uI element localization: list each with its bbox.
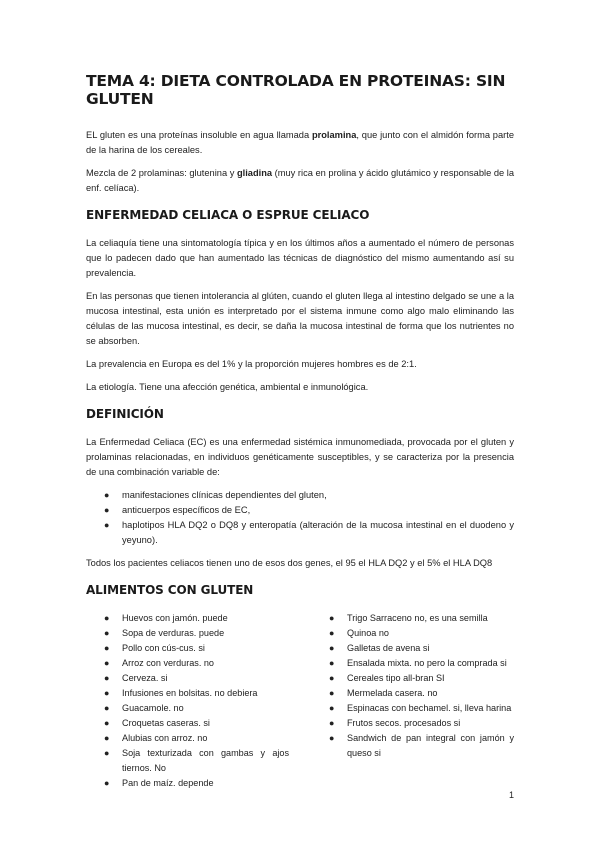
page-title: TEMA 4: DIETA CONTROLADA EN PROTEINAS: SIN GLUTEN bbox=[86, 72, 506, 108]
list-item: ● Soja texturizada con gambas y ajos tiernos. No bbox=[104, 748, 289, 773]
bullet-icon: ● bbox=[104, 643, 110, 653]
list-item: ● Guacamole. no bbox=[104, 701, 289, 716]
definicion-paragraph-1: La Enfermedad Celiaca (EC) es una enfermedad sistémica inmunomediada, provocada por el gluten y prolaminas relacionadas, en individuos genéticamente susceptibles, y se caracteriza por la presencia de una combinación variable de: bbox=[86, 437, 514, 477]
bullet-icon: ● bbox=[329, 688, 335, 698]
bullet-icon: ● bbox=[104, 628, 110, 638]
list-item: ● haplotipos HLA DQ2 o DQ8 y enteropatía (alteración de la mucosa intestinal en el duodeno y yeyuno). bbox=[104, 520, 514, 545]
bold-term-gliadina: gliadina bbox=[236, 168, 273, 178]
definicion-paragraph-2: Todos los pacientes celiacos tienen uno de esos dos genes, el 95 el HLA DQ2 y el 5% el HLA DQ8 bbox=[86, 558, 493, 568]
bullet-icon: ● bbox=[329, 643, 335, 653]
list-item: ● Cereales tipo all-bran SI bbox=[329, 671, 514, 686]
list-item: ● Huevos con jamón. puede bbox=[104, 611, 289, 626]
page-number: 1 bbox=[508, 790, 514, 800]
bullet-icon: ● bbox=[104, 778, 110, 788]
celiaca-paragraph-1: La celiaquía tiene una sintomatología típica y en los últimos años a aumentado el número de personas que lo padecen dado que han aumentado las técnicas de diagnóstico del mismo aumentando así su prevalencia. bbox=[86, 238, 514, 278]
list-item: ● Ensalada mixta. no pero la comprada si bbox=[329, 656, 514, 671]
bullet-icon: ● bbox=[104, 688, 110, 698]
bullet-icon: ● bbox=[329, 718, 335, 728]
list-item: ● anticuerpos específicos de EC, bbox=[104, 503, 514, 518]
intro-paragraph-2: Mezcla de 2 prolaminas: glutenina y gliadina (muy rica en prolina y ácido glutámico y responsable de la enf. celíaca). bbox=[86, 168, 514, 193]
list-item: ● Arroz con verduras. no bbox=[104, 656, 289, 671]
bullet-icon: ● bbox=[329, 613, 335, 623]
alimentos-left-list bbox=[86, 611, 289, 791]
celiaca-paragraph-3: La prevalencia en Europa es del 1% y la proporción mujeres hombres es de 2:1. bbox=[86, 359, 417, 369]
bullet-icon: ● bbox=[104, 703, 110, 713]
definicion-list bbox=[86, 488, 514, 548]
bullet-icon: ● bbox=[104, 673, 110, 683]
list-item: ● Espinacas con bechamel. si, lleva harina bbox=[329, 701, 514, 716]
list-item: ● Sandwich de pan integral con jamón y queso si bbox=[329, 733, 514, 758]
heading-definicion: DEFINICIÓN bbox=[86, 407, 164, 421]
list-item: ● Mermelada casera. no bbox=[329, 686, 514, 701]
bullet-icon: ● bbox=[104, 733, 110, 743]
bullet-icon: ● bbox=[104, 520, 110, 530]
bold-term-prolamina: prolamina bbox=[311, 130, 357, 140]
heading-alimentos: ALIMENTOS CON GLUTEN bbox=[86, 583, 254, 597]
bullet-icon: ● bbox=[104, 718, 110, 728]
bullet-icon: ● bbox=[104, 505, 110, 515]
bullet-icon: ● bbox=[329, 628, 335, 638]
bullet-icon: ● bbox=[329, 673, 335, 683]
list-item: ● Sopa de verduras. puede bbox=[104, 626, 289, 641]
list-item: ● Trigo Sarraceno no, es una semilla bbox=[329, 611, 514, 626]
bullet-icon: ● bbox=[104, 490, 110, 500]
list-item: ● Galletas de avena si bbox=[329, 641, 514, 656]
celiaca-paragraph-2: En las personas que tienen intolerancia al glúten, cuando el gluten llega al intestino delgado se une a la mucosa intestinal, esta unión es interpretado por el sistema inmune como algo malo eliminando las células de las mucosa intestinal, es decir, se daña la mucosa intestinal de forma que los nutrientes no se absorben. bbox=[86, 291, 514, 346]
bullet-icon: ● bbox=[104, 613, 110, 623]
list-item: ● Infusiones en bolsitas. no debiera bbox=[104, 686, 289, 701]
list-item: ● Frutos secos. procesados si bbox=[329, 716, 514, 731]
alimentos-right-column bbox=[311, 611, 514, 791]
alimentos-columns bbox=[86, 611, 514, 791]
alimentos-right-list bbox=[311, 611, 514, 761]
celiaca-paragraph-4: La etiología. Tiene una afección genética, ambiental e inmunológica. bbox=[86, 382, 369, 392]
bullet-icon: ● bbox=[329, 658, 335, 668]
list-item: ● Cerveza. si bbox=[104, 671, 289, 686]
bullet-icon: ● bbox=[329, 733, 335, 743]
list-item: ● manifestaciones clínicas dependientes del gluten, bbox=[104, 488, 514, 503]
bullet-icon: ● bbox=[104, 658, 110, 668]
list-item: ● Alubias con arroz. no bbox=[104, 731, 289, 746]
list-item: ● Pollo con cús-cus. si bbox=[104, 641, 289, 656]
alimentos-left-column bbox=[86, 611, 289, 791]
list-item: ● Croquetas caseras. si bbox=[104, 716, 289, 731]
list-item: ● Quinoa no bbox=[329, 626, 514, 641]
intro-paragraph-1: EL gluten es una proteínas insoluble en agua llamada prolamina, que junto con el almidón forma parte de la harina de los cereales. bbox=[86, 130, 514, 155]
bullet-icon: ● bbox=[104, 748, 110, 758]
heading-celiaca: ENFERMEDAD CELIACA O ESPRUE CELIACO bbox=[86, 208, 370, 222]
bullet-icon: ● bbox=[329, 703, 335, 713]
list-item: ● Pan de maíz. depende bbox=[104, 776, 289, 791]
